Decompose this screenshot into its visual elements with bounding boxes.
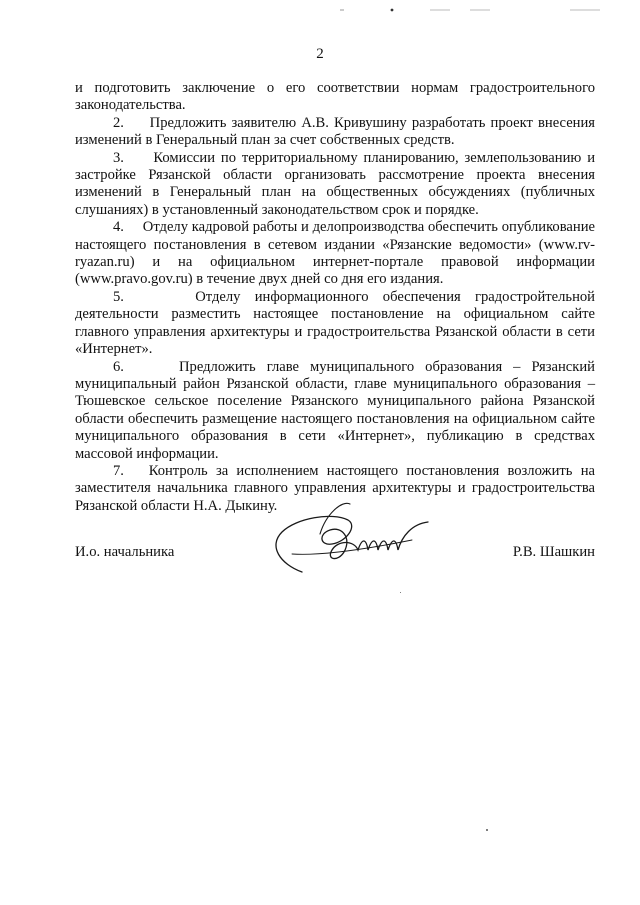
paragraph-text: Предложить главе муниципального образования – Рязанский муниципальный район Рязанской области, главе муниципального образования – Тюшевское сельское поселение Рязанского муниципального района Рязанской области обеспечить размещение настоящего постановления на официальном сайте муниципального образования в сети «Интернет», публикацию в средствах массовой информации. (75, 358, 595, 462)
paragraph-text: Комиссии по территориальному планированию, землепользованию и застройке Рязанской области организовать рассмотрение проекта внесения изменений в Генеральный план на общественных обсуждениях (публичных слушаниях) в установленный законодательством срок и порядке. (75, 149, 595, 218)
page-number: 2 (316, 46, 324, 62)
paragraph-text: Отделу информационного обеспечения градостройтельной деятельности разместить настоящее постановление на официальном сайте главного управления архитектуры и градостроительства Рязанской области в сети «Интернет». (75, 288, 595, 358)
paragraph-number: 6. (113, 358, 124, 375)
paragraph-text: Контроль за исполнением настоящего постановления возложить на заместителя начальника главного управления архитектуры и градостроительства Рязанской области Н.А. Дыкину. (75, 462, 595, 514)
document-body (75, 80, 595, 515)
scan-speck (400, 592, 401, 593)
signatory-position: И.о. начальника (75, 544, 175, 560)
paragraph-number: 4. (113, 219, 124, 236)
paragraph-number: 3. (113, 149, 124, 166)
scan-speck (486, 829, 488, 831)
paragraph-text: Отделу кадровой работы и делопроизводства обеспечить опубликование настоящего постановления в сетевом издании «Рязанские ведомости» (www.rv-ryazan.ru) и на официальном интернет-портале правовой информации (www.pravo.gov.ru) в течение двух дней со дня его издания. (75, 219, 595, 288)
paragraph-3 (75, 150, 595, 220)
handwritten-signature (262, 494, 442, 584)
paragraph-6 (75, 359, 595, 463)
paragraph-4 (75, 219, 595, 289)
signatory-name: Р.В. Шашкин (512, 544, 595, 560)
scan-artifact-marks (320, 8, 620, 12)
paragraph-text: Предложить заявителю А.В. Кривушину разработать проект внесения изменений в Генеральный план за счет собственных средств. (75, 114, 595, 149)
paragraph-number: 2. (113, 114, 124, 131)
paragraph-2 (75, 115, 595, 150)
paragraph-text: и подготовить заключение о его соответствии нормам градостроительного законодательства. (75, 80, 595, 114)
paragraph-5 (75, 289, 595, 359)
paragraph-number: 7. (113, 462, 124, 479)
paragraph-number: 5. (113, 288, 124, 305)
paragraph-continuation (75, 80, 595, 115)
